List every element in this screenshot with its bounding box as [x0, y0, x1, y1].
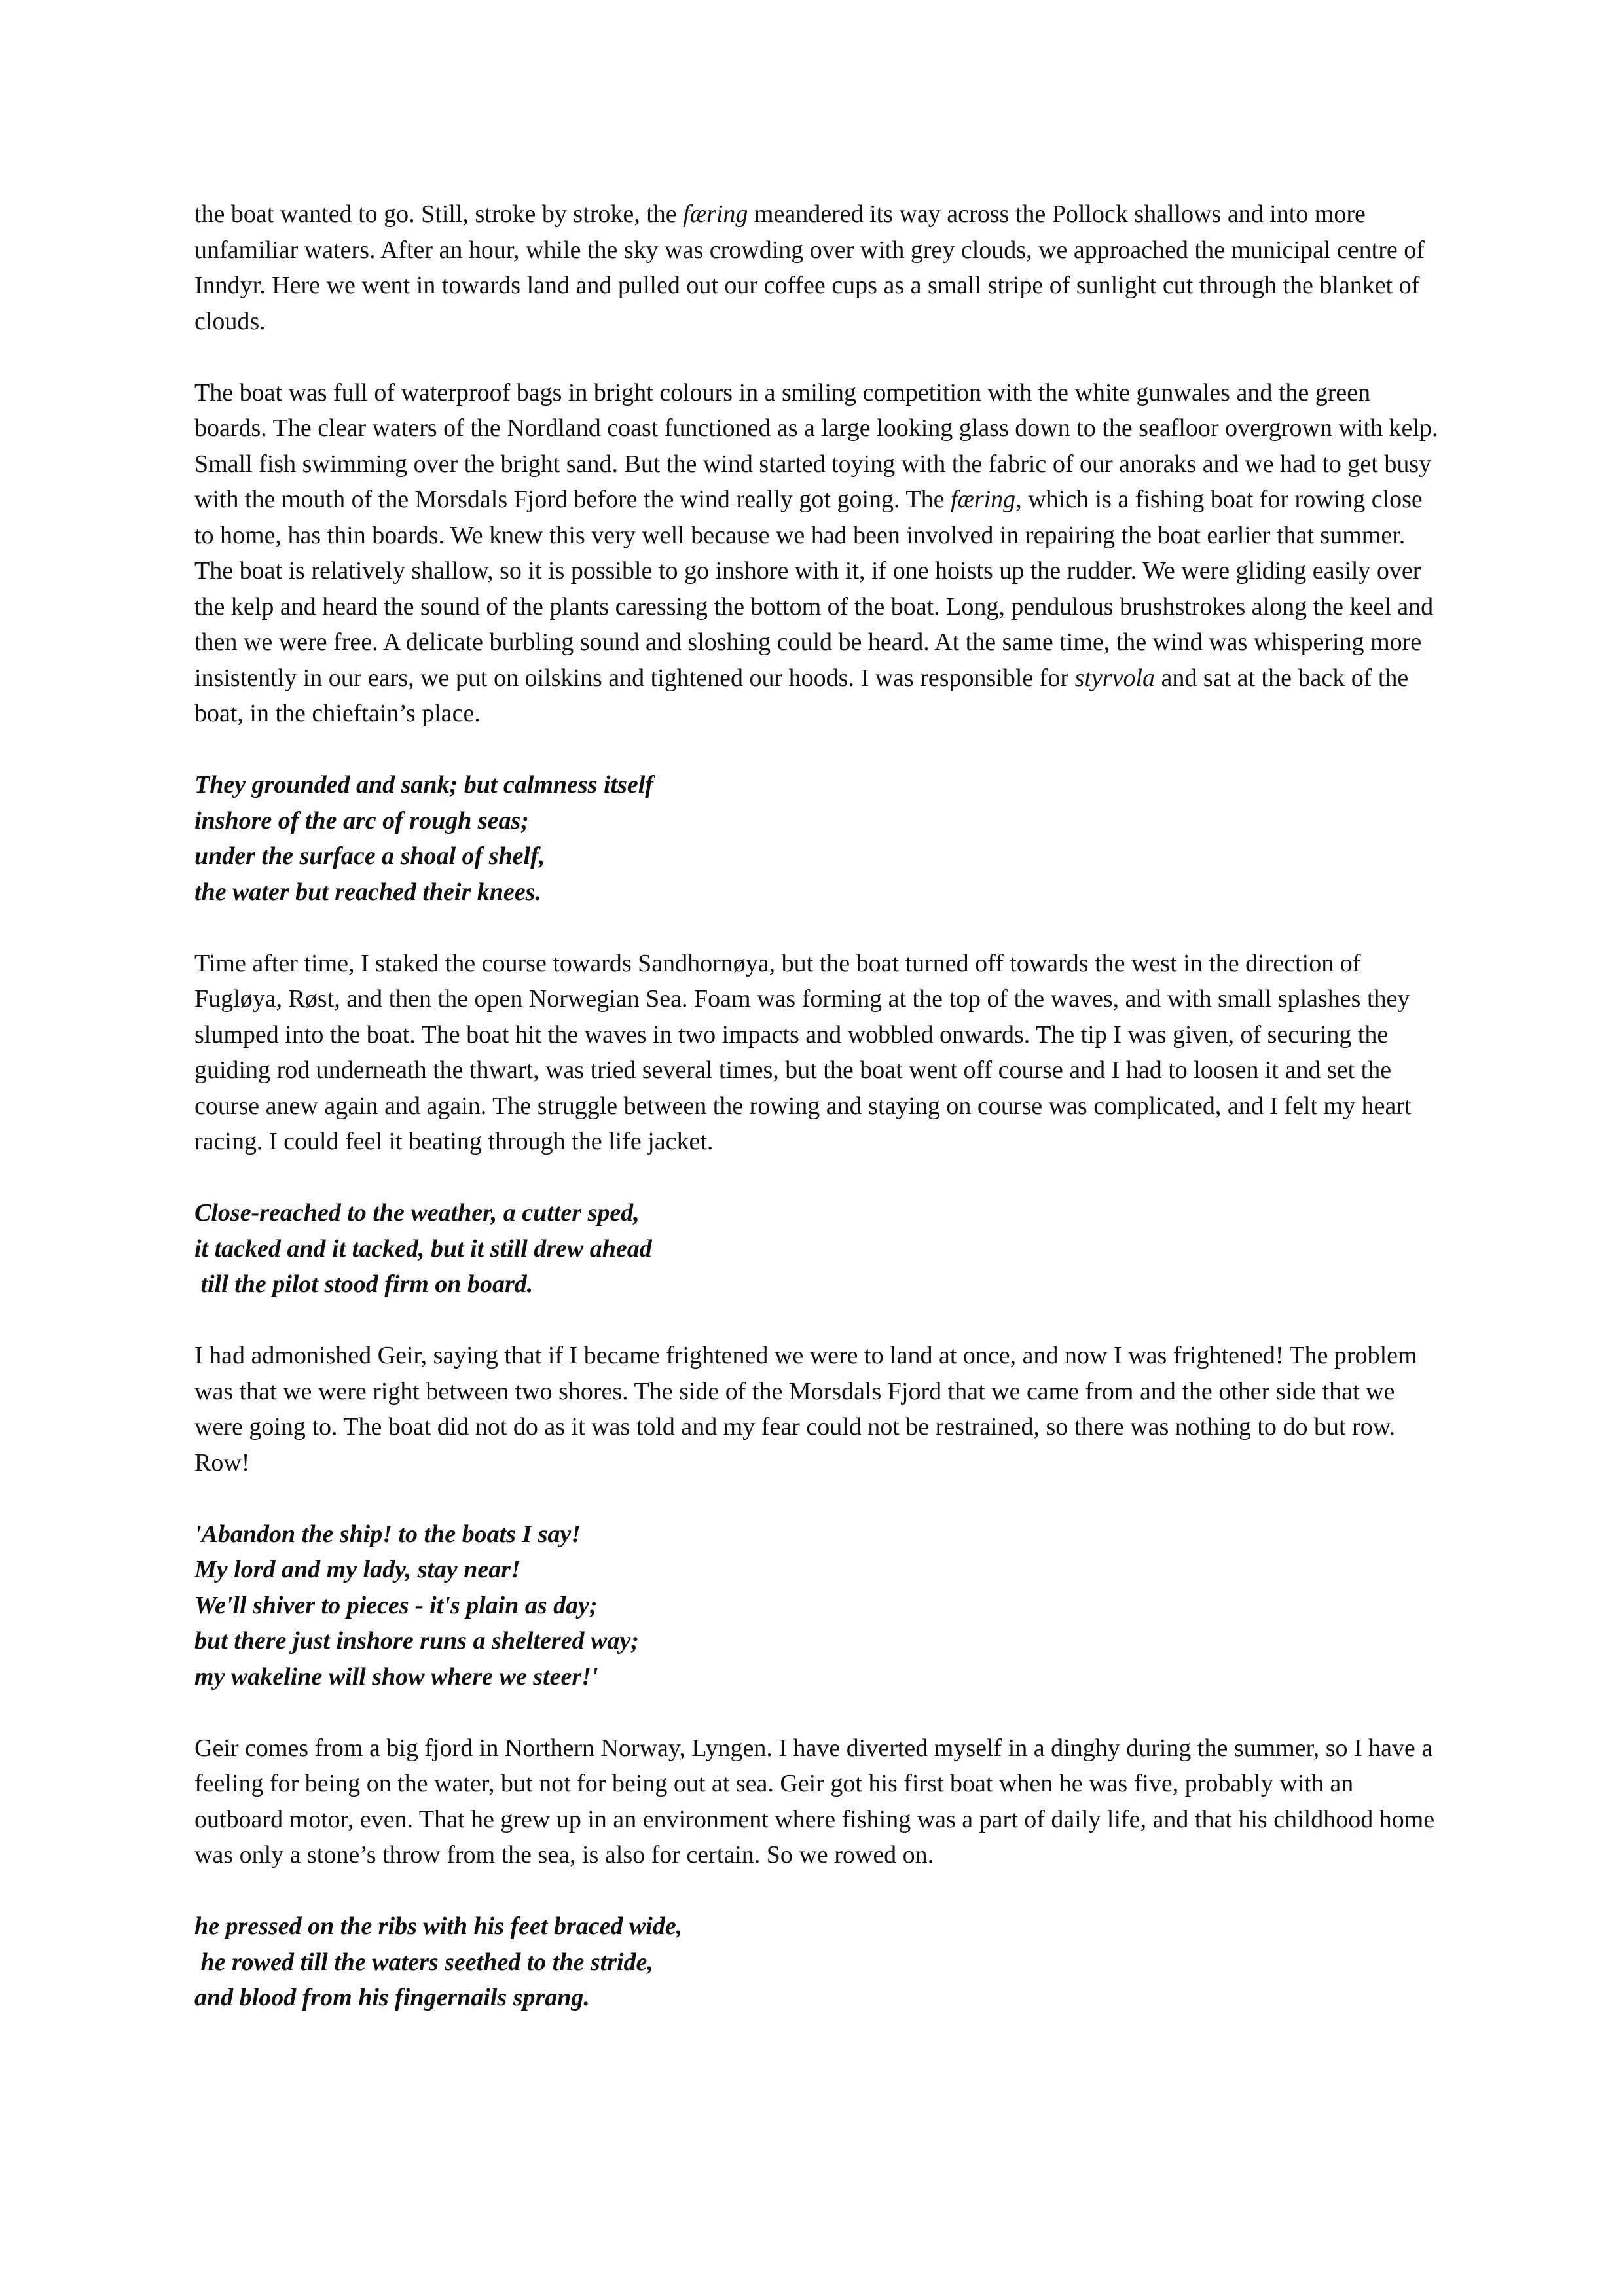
verse-4 [194, 1909, 1438, 2016]
italic-term: færing [683, 200, 748, 228]
paragraph-text: , which is a fishing boat for rowing close to home, has thin boards. We knew this very well because we had been involved in repairing the boat earlier that summer. The boat is relatively shallow, so it is possible to go inshore with it, if one hoists up the rudder. We were gliding easily over the kelp and heard the sound of the plants caressing the bottom of the boat. Long, pendulous brushstrokes along the keel and then we were free. A delicate burbling sound and sloshing could be heard. At the same time, the wind was whispering more insistently in our ears, we put on oilskins and tightened our hoods. I was responsible for [194, 486, 1434, 692]
verse-line: They grounded and sank; but calmness itself [194, 771, 653, 798]
verse-line: it tacked and it tacked, but it still drew ahead [194, 1234, 652, 1263]
paragraph-5: Geir comes from a big fjord in Northern Norway, Lyngen. I have diverted myself in a dinghy during the summer, so I have a feeling for being on the water, but not for being out at sea. Geir got his first boat when he was five, probably with an outboard motor, even. That he grew up in an environment where fishing was a part of daily life, and that his childhood home was only a stone’s throw from the sea, is also for certain. So we rowed on. [194, 1734, 1435, 1869]
paragraph-2 [194, 375, 1438, 732]
paragraph-4: I had admonished Geir, saying that if I became frightened we were to land at once, and now I was frightened! The problem was that we were right between two shores. The side of the Morsdals Fjord that we came from and the other side that we were going to. The boat did not do as it was told and my fear could not be restrained, so there was nothing to do but row. Row! [194, 1342, 1417, 1477]
verse-line: my wakeline will show where we steer!' [194, 1662, 598, 1691]
verse-line: he rowed till the waters seethed to the stride, [194, 1948, 653, 1976]
paragraph-3: Time after time, I staked the course towards Sandhornøya, but the boat turned off towards the west in the direction of Fugløya, Røst, and then the open Norwegian Sea. Foam was forming at the top of the waves, and with small splashes they slumped into the boat. The boat hit the waves in two impacts and wobbled onwards. The tip I was given, of securing the guiding rod underneath the thwart, was tried several times, but the boat went off course and I had to loosen it and set the course anew again and again. The struggle between the rowing and staying on course was complicated, and I felt my heart racing. I could feel it beating through the life jacket. [194, 949, 1412, 1155]
paragraph-text: meandered its way across the Pollock shallows and into more unfamiliar waters. After an hour, while the sky was crowding over with grey clouds, we approached the municipal centre of Inndyr. Here we went in towards land and pulled out our coffee cups as a small stripe of sunlight cut through the blanket of clouds. [194, 200, 1425, 335]
verse-line: My lord and my lady, stay near! [194, 1556, 520, 1583]
verse-2 [194, 1195, 1438, 1302]
paragraph-text: The boat was full of waterproof bags in bright colours in a smiling competition with the white gunwales and the green boards. The clear waters of the Nordland coast functioned as a large looking glass down to the seafloor overgrown with kelp. Small fish swimming over the bright sand. But the wind started toying with the fabric of our anoraks and we had to get busy with the mouth of the Morsdals Fjord before the wind really got going. The [194, 378, 1438, 513]
verse-line: the water but reached their knees. [194, 878, 541, 906]
verse-line: but there just inshore runs a sheltered way; [194, 1627, 639, 1655]
verse-line: 'Abandon the ship! to the boats I say! [194, 1520, 581, 1548]
italic-term: styrvola [1074, 664, 1156, 692]
verse-line: he pressed on the ribs with his feet braced wide, [194, 1912, 683, 1940]
paragraph-text: the boat wanted to go. Still, stroke by stroke, the [194, 200, 684, 228]
verse-1 [194, 767, 1438, 910]
italic-term: færing [950, 486, 1016, 513]
verse-line: We'll shiver to pieces - it's plain as day; [194, 1591, 598, 1619]
paragraph-1 [194, 196, 1438, 339]
verse-line: under the surface a shoal of shelf, [194, 842, 545, 870]
verse-line: Close-reached to the weather, a cutter sped, [194, 1199, 640, 1227]
document-page [194, 196, 1438, 2051]
verse-line: till the pilot stood firm on board. [194, 1270, 534, 1298]
paragraph-text: and sat at the back of the boat, in the chieftain’s place. [194, 664, 1409, 727]
verse-3 [194, 1516, 1438, 1695]
verse-line: inshore of the arc of rough seas; [194, 806, 529, 834]
verse-line: and blood from his fingernails sprang. [194, 1984, 590, 2011]
